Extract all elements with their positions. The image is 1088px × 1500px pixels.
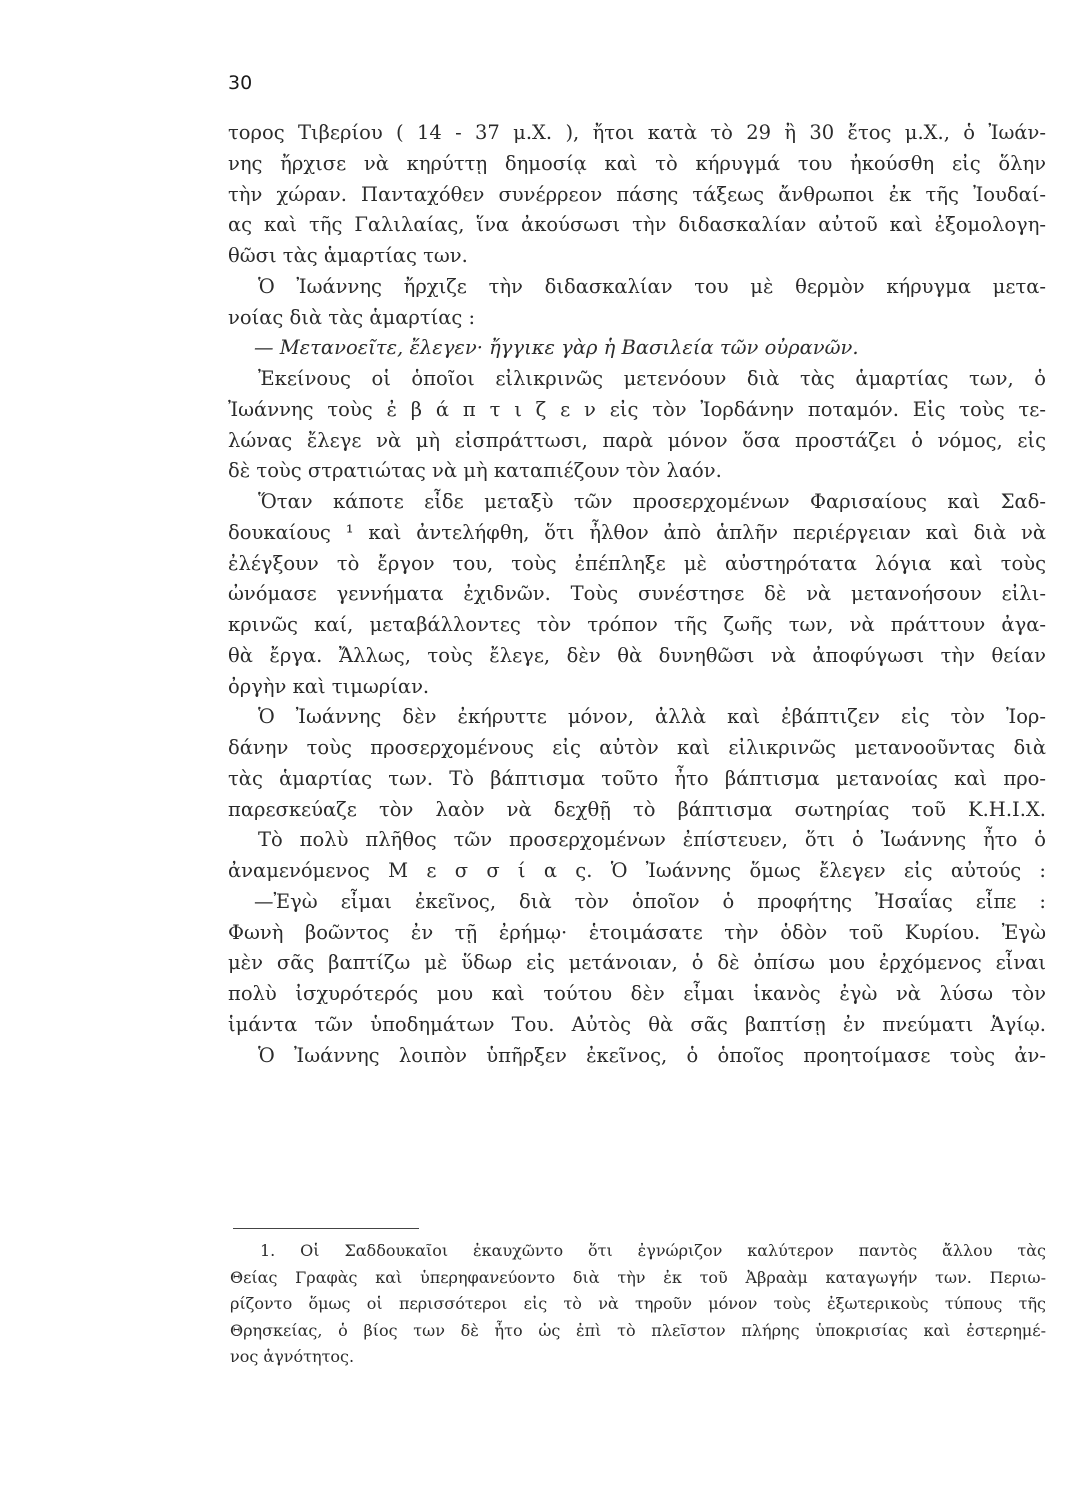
text-line: δάνην τοὺς προσερχομένους εἰς αὐτὸν καὶ εἰλικρινῶς μετανοοῦντας διὰ bbox=[228, 736, 1046, 759]
footnote-line: ρίζοντο ὅμως οἱ περισσότεροι εἰς τὸ νὰ τηροῦν μόνον τοὺς ἐξωτερικοὺς τύπους τῆς bbox=[230, 1294, 1046, 1313]
text-line: Ὁ Ἰωάννης λοιπὸν ὑπῆρξεν ἐκεῖνος, ὁ ὁποῖος προητοίμασε τοὺς ἀν- bbox=[258, 1043, 1046, 1067]
text-line: δουκαίους ¹ καὶ ἀντελήφθη, ὅτι ἦλθον ἀπὸ ἁπλῆν περιέργειαν καὶ διὰ νὰ bbox=[228, 520, 1046, 544]
footnote-line: Θείας Γραφὰς καὶ ὑπερηφανεύοντο διὰ τὴν ἐκ τοῦ Ἀβραὰμ καταγωγήν των. Περιω- bbox=[230, 1267, 1046, 1287]
footnote-line: 1. Οἱ Σαδδουκαῖοι ἐκαυχῶντο ὅτι ἐγνώριζον καλύτερον παντὸς ἄλλου τὰς bbox=[260, 1241, 1046, 1260]
text-line-italic: — Μετανοεῖτε, ἔλεγεν· ἤγγικε γὰρ ἡ Βασιλεία τῶν οὐρανῶν. bbox=[254, 336, 859, 360]
text-line: ὠνόμασε γεννήματα ἐχιδνῶν. Τοὺς συνέστησε δὲ νὰ μετανοήσουν εἰλι- bbox=[228, 582, 1046, 606]
footnote-line: νος ἁγνότητος. bbox=[230, 1347, 355, 1366]
text-line: ἀναμενόμενος Μ ε σ σ ί α ς. Ὁ Ἰωάννης ὅμως ἔλεγεν εἰς αὐτούς : bbox=[228, 859, 1046, 882]
text-line: Ἰωάννης τοὺς ἐ β ά π τ ι ζ ε ν εἰς τὸν Ἰορδάνην ποταμόν. Εἰς τοὺς τε- bbox=[228, 397, 1046, 421]
text-line: Ὁ Ἰωάννης δὲν ἐκήρυττε μόνον, ἀλλὰ καὶ ἐβάπτιζεν εἰς τὸν Ἰορ- bbox=[258, 705, 1046, 729]
text-line: πολὺ ἰσχυρότερός μου καὶ τούτου δὲν εἶμαι ἱκανὸς ἐγὼ νὰ λύσω τὸν bbox=[228, 982, 1046, 1005]
text-line: Ὁ Ἰωάννης ἤρχιζε τὴν διδασκαλίαν του μὲ θερμὸν κήρυγμα μετα- bbox=[258, 274, 1046, 298]
text-line: δὲ τοὺς στρατιώτας νὰ μὴ καταπιέζουν τὸν λαόν. bbox=[228, 459, 722, 483]
text-line: ας καὶ τῆς Γαλιλαίας, ἵνα ἀκούσωσι τὴν διδασκαλίαν αὐτοῦ καὶ ἐξομολογη- bbox=[228, 213, 1046, 237]
footnote-divider bbox=[233, 1228, 419, 1229]
text-line: ὀργὴν καὶ τιμωρίαν. bbox=[228, 674, 430, 698]
footnotes bbox=[230, 1238, 1046, 1371]
text-line: Ἐκείνους οἱ ὁποῖοι εἰλικρινῶς μετενόουν διὰ τὰς ἁμαρτίας των, ὁ bbox=[258, 367, 1046, 390]
main-text bbox=[228, 118, 1046, 1071]
text-line: μὲν σᾶς βαπτίζω μὲ ὕδωρ εἰς μετάνοιαν, ὁ δὲ ὀπίσω μου ἐρχόμενος εἶναι bbox=[228, 951, 1046, 975]
text-line: Τὸ πολὺ πλῆθος τῶν προσερχομένων ἐπίστευεν, ὅτι ὁ Ἰωάννης ἦτο ὁ bbox=[258, 828, 1046, 852]
text-line: θὰ ἔργα. Ἄλλως, τοὺς ἔλεγε, δὲν θὰ δυνηθῶσι νὰ ἀποφύγωσι τὴν θείαν bbox=[228, 643, 1046, 667]
footnote-line: Θρησκείας, ὁ βίος των δὲ ἦτο ὡς ἐπὶ τὸ πλεῖστον πλήρης ὑποκρισίας καὶ ἐστερημέ- bbox=[230, 1320, 1046, 1340]
text-line: ἐλέγξουν τὸ ἔργον του, τοὺς ἐπέπληξε μὲ αὐστηρότατα λόγια καὶ τοὺς bbox=[228, 551, 1046, 575]
text-line: νοίας διὰ τὰς ἁμαρτίας : bbox=[228, 305, 476, 329]
text-line: θῶσι τὰς ἁμαρτίας των. bbox=[228, 244, 468, 267]
text-line: τορος Τιβερίου ( 14 - 37 μ.Χ. ), ἤτοι κατὰ τὸ 29 ἢ 30 ἔτος μ.Χ., ὁ Ἰωάν- bbox=[228, 121, 1046, 144]
text-line: κρινῶς καί, μεταβάλλοντες τὸν τρόπον τῆς ζωῆς των, νὰ πράττουν ἀγα- bbox=[228, 613, 1046, 636]
text-line: ἱμάντα τῶν ὑποδημάτων Του. Αὐτὸς θὰ σᾶς βαπτίσῃ ἐν πνεύματι Ἁγίῳ. bbox=[228, 1012, 1046, 1036]
text-line: νης ἤρχισε νὰ κηρύττῃ δημοσίᾳ καὶ τὸ κήρυγμά του ἠκούσθη εἰς ὅλην bbox=[228, 151, 1046, 175]
text-line: παρεσκεύαζε τὸν λαὸν νὰ δεχθῇ τὸ βάπτισμα σωτηρίας τοῦ Κ.Η.Ι.Χ. bbox=[228, 797, 1046, 821]
text-line: τὰς ἁμαρτίας των. Τὸ βάπτισμα τοῦτο ἦτο βάπτισμα μετανοίας καὶ προ- bbox=[228, 766, 1046, 790]
text-line-italic-start: Φωνὴ βοῶντος ἐν τῇ ἐρήμῳ· ἑτοιμάσατε τὴν ὁδὸν τοῦ Κυρίου. Ἐγὼ bbox=[228, 920, 1046, 944]
page-number: 30 bbox=[228, 72, 253, 94]
text-line: λώνας ἔλεγε νὰ μὴ εἰσπράττωσι, παρὰ μόνον ὅσα προστάζει ὁ νόμος, εἰς bbox=[228, 428, 1046, 452]
text-line: τὴν χώραν. Πανταχόθεν συνέρρεον πάσης τάξεως ἄνθρωποι ἐκ τῆς Ἰουδαί- bbox=[228, 182, 1046, 206]
text-line: Ὅταν κάποτε εἶδε μεταξὺ τῶν προσερχομένων Φαρισαίους καὶ Σαδ- bbox=[258, 490, 1046, 513]
text-line: —Ἐγὼ εἶμαι ἐκεῖνος, διὰ τὸν ὁποῖον ὁ προφήτης Ἠσαΐας εἶπε : bbox=[254, 889, 1046, 913]
